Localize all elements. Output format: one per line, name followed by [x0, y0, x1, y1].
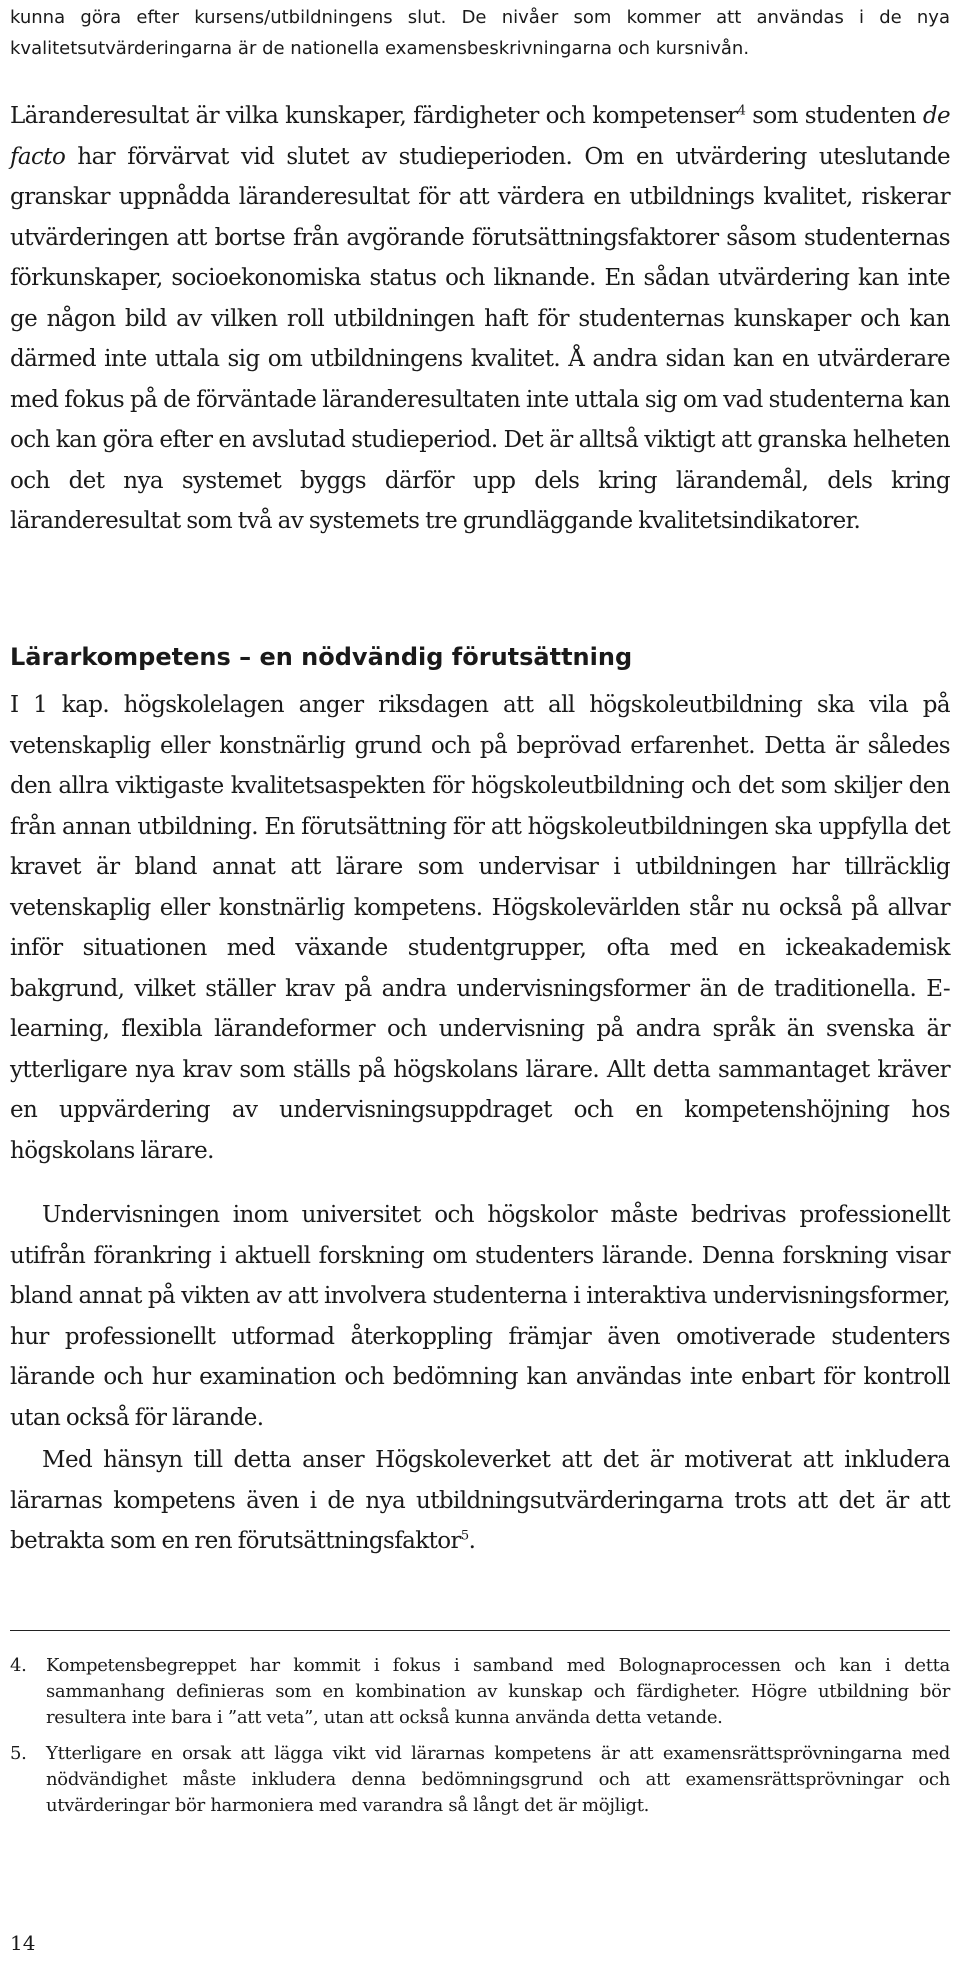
- paragraph-conclusion: [10, 1440, 950, 1562]
- footnote-number: 4.: [10, 1655, 27, 1676]
- footnote-divider: [10, 1630, 950, 1631]
- footnote-4: [10, 1653, 950, 1731]
- para4-text: Med hänsyn till detta anser Högskoleverket att det är motiverat att inkludera lärarnas kompetens även i de nya utbildningsutvärderingarna trots att det är att betrakta som en ren förutsättningsfaktor: [10, 1447, 950, 1554]
- para1-text-a: Läranderesultat är vilka kunskaper, färdigheter och kompetenser: [10, 103, 738, 129]
- footnote-5: [10, 1741, 950, 1819]
- page-number: 14: [10, 1931, 36, 1955]
- para1-italic: de facto: [10, 103, 950, 170]
- footnotes: [10, 1653, 950, 1829]
- footnote-text: Ytterligare en orsak att lägga vikt vid lärarnas kompetens är att examensrättsprövningarna med nödvändighet måste inkludera denna bedömningsgrund och att examensrättsprövningar och utvärderingar bör harmoniera med varandra så långt det är möjligt.: [46, 1743, 950, 1816]
- top-note: kunna göra efter kursens/utbildningens slut. De nivåer som kommer att användas i de nya kvalitetsutvärderingarna är de nationella examensbeskrivningarna och kursnivån.: [10, 7, 950, 59]
- footnote-ref-4[interactable]: 4: [737, 103, 746, 119]
- para1-text-b: som studenten: [745, 103, 923, 129]
- footnote-number: 5.: [10, 1743, 27, 1764]
- footnote-text: Kompetensbegreppet har kommit i fokus i samband med Bolognaprocessen och kan i detta sammanhang definieras som en kombination av kunskap och färdigheter. Högre utbildning bör resultera inte bara i ”att veta”, utan att också kunna använda detta vetande.: [46, 1655, 950, 1728]
- para4-end: .: [468, 1528, 476, 1554]
- paragraph-teaching-research: Undervisningen inom universitet och högskolor måste bedrivas professionellt utifrån förankring i aktuell forskning om studenters lärande. Denna forskning visar bland annat på vikten av att involvera studenterna i interaktiva undervisningsformer, hur professionellt utformad återkoppling främjar även omotiverade studenters lärande och hur examination och bedömning kan användas inte enbart för kontroll utan också för lärande.: [10, 1202, 950, 1431]
- paragraph-teacher-competence: I 1 kap. högskolelagen anger riksdagen att all högskoleutbildning ska vila på vetenskaplig eller konstnärlig grund och på beprövad erfarenhet. Detta är således den allra viktigaste kvalitetsaspekten för högskoleutbildning och det som skiljer den från annan utbildning. En förutsättning för att högskoleutbildningen ska uppfylla det kravet är bland annat att lärare som undervisar i utbildningen har tillräcklig vetenskaplig eller konstnärlig kompetens. Högskolevärlden står nu också på allvar inför situationen med växande studentgrupper, ofta med en ickeakademisk bakgrund, vilket ställer krav på andra undervisningsformer än de traditionella. E-learning, flexibla lärandeformer och undervisning på andra språk än svenska är ytterligare nya krav som ställs på högskolans lärare. Allt detta sammantaget kräver en uppvärdering av undervisningsuppdraget och en kompetenshöjning hos högskolans lärare.: [10, 692, 950, 1164]
- section-heading: Lärarkompetens – en nödvändig förutsättning: [10, 643, 633, 671]
- para1-text-c: har förvärvat vid slutet av studieperioden. Om en utvärdering uteslutande granskar uppnådda läranderesultat för att värdera en utbildnings kvalitet, riskerar utvärderingen att bortse från avgörande förutsättningsfaktorer såsom studenternas förkunskaper, socioekonomiska status och liknande. En sådan utvärdering kan inte ge någon bild av vilken roll utbildningen haft för studenternas kunskaper och kan därmed inte uttala sig om utbildningens kvalitet. Å andra sidan kan en utvärderare med fokus på de förväntade läranderesultaten inte uttala sig om vad studenterna kan och kan göra efter en avslutad studieperiod. Det är alltså viktigt att granska helheten och det nya systemet byggs därför upp dels kring lärandemål, dels kring läranderesultat som två av systemets tre grundläggande kvalitetsindikatorer.: [10, 143, 950, 534]
- footnote-ref-5[interactable]: 5: [460, 1528, 469, 1544]
- paragraph-learning-outcomes: [10, 96, 950, 542]
